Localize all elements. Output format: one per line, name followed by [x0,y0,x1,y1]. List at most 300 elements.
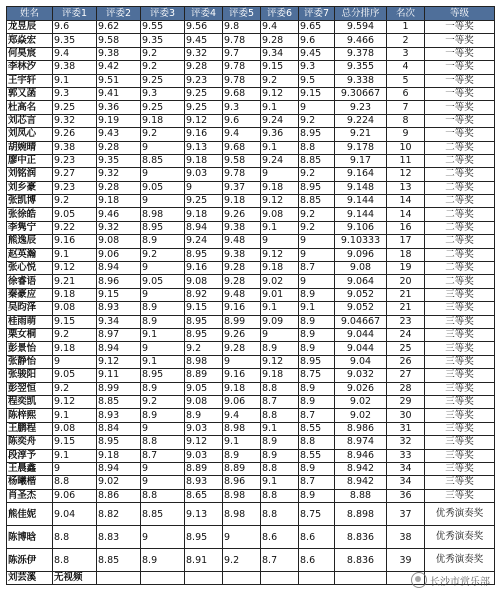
judge-score-cell: 8.85 [299,154,335,167]
judge-score-cell: 9.18 [97,195,141,208]
judge-score-cell: 9.08 [185,395,223,408]
judge-score-cell: 9.15 [53,436,97,449]
rank-cell: 27 [387,369,425,382]
judge-score-cell: 9.2 [53,195,97,208]
rank-cell: 10 [387,141,425,154]
judge-score-cell: 9.3 [141,87,185,100]
judge-score-cell: 9.13 [185,141,223,154]
award-cell: 二等奖 [425,168,495,181]
judge-score-cell: 8.9 [299,288,335,301]
judge-score-cell: 9.25 [141,74,185,87]
judge-score-cell: 9.05 [53,208,97,221]
judge-score-cell: 9.16 [223,302,261,315]
judge-score-cell: 9.4 [223,409,261,422]
award-cell: 优秀演奏奖 [425,503,495,526]
judge-score-cell: 9.3 [299,61,335,74]
judge-score-cell: 9.6 [53,21,97,34]
table-row [7,195,495,208]
name-cell: 刘凤心 [7,128,53,141]
judge-score-cell: 9.48 [223,288,261,301]
judge-score-cell: 9.38 [53,61,97,74]
total-score-cell: 9.355 [335,61,387,74]
table-row [7,503,495,526]
judge-score-cell: 9.2 [185,342,223,355]
total-score-cell: 9.148 [335,181,387,194]
award-cell: 三等奖 [425,462,495,475]
judge-score-cell: 9.78 [223,61,261,74]
judge-score-cell: 9 [223,526,261,549]
judge-score-cell: 8.99 [223,315,261,328]
rank-cell: 12 [387,168,425,181]
judge-score-cell: 8.9 [141,549,185,572]
award-cell: 三等奖 [425,315,495,328]
rank-cell: 37 [387,503,425,526]
judge-score-cell: 9.18 [185,208,223,221]
judge-score-cell: 8.65 [185,489,223,502]
judge-score-cell: 9.45 [185,34,223,47]
rank-cell: 14 [387,195,425,208]
judge-score-cell: 9.68 [223,141,261,154]
table-row [7,21,495,34]
rank-cell: 16 [387,221,425,234]
award-cell: 一等奖 [425,101,495,114]
column-header: 评委4 [185,7,223,21]
judge-score-cell: 8.94 [97,462,141,475]
judge-score-cell: 9.25 [185,101,223,114]
judge-score-cell: 8.94 [97,262,141,275]
judge-score-cell: 9 [261,328,299,341]
judge-score-cell: 9.38 [223,221,261,234]
note-cell: 无视频 [53,572,97,585]
judge-score-cell: 9.26 [223,208,261,221]
judge-score-cell: 8.9 [299,382,335,395]
judge-score-cell: 8.95 [299,181,335,194]
judge-score-cell: 9.28 [223,342,261,355]
table-row [7,355,495,368]
name-cell: 刘乡豪 [7,181,53,194]
judge-score-cell: 8.95 [185,328,223,341]
column-header: 评委7 [299,7,335,21]
judge-score-cell: 9.28 [223,262,261,275]
judge-score-cell: 8.8 [141,489,185,502]
total-score-cell: 9.02 [335,409,387,422]
judge-score-cell: 8.9 [299,395,335,408]
rank-cell: 39 [387,549,425,572]
judge-score-cell: 8.89 [185,369,223,382]
table-row [7,462,495,475]
rank-cell: 38 [387,526,425,549]
judge-score-cell: 9.58 [97,34,141,47]
judge-score-cell: 9.1 [53,409,97,422]
judge-score-cell: 8.9 [141,302,185,315]
name-cell: 栗女桐 [7,328,53,341]
judge-score-cell: 9 [223,355,261,368]
judge-score-cell: 9.36 [261,128,299,141]
judge-score-cell: 9.15 [53,315,97,328]
judge-score-cell: 8.6 [299,549,335,572]
award-cell: 三等奖 [425,342,495,355]
judge-score-cell: 9.23 [185,74,223,87]
name-cell: 刘芸溪 [7,572,53,585]
award-cell: 一等奖 [425,87,495,100]
judge-score-cell: 9.58 [223,154,261,167]
total-score-cell: 9.594 [335,21,387,34]
judge-score-cell: 9.2 [261,74,299,87]
total-score-cell: 8.942 [335,462,387,475]
judge-score-cell: 8.95 [141,221,185,234]
judge-score-cell: 9 [261,235,299,248]
name-cell: 桂雨萌 [7,315,53,328]
judge-score-cell: 8.92 [185,288,223,301]
judge-score-cell: 8.94 [97,342,141,355]
judge-score-cell: 9.2 [53,328,97,341]
judge-score-cell: 8.9 [261,449,299,462]
judge-score-cell: 8.9 [299,328,335,341]
judge-score-cell: 9.16 [185,262,223,275]
judge-score-cell: 9 [141,141,185,154]
judge-score-cell: 8.9 [185,409,223,422]
award-cell: 三等奖 [425,409,495,422]
judge-score-cell: 9.2 [53,382,97,395]
judge-score-cell: 9.18 [53,288,97,301]
table-row [7,422,495,435]
judge-score-cell: 8.95 [185,315,223,328]
table-row [7,449,495,462]
judge-score-cell: 9.08 [185,275,223,288]
judge-score-cell: 9 [141,422,185,435]
judge-score-cell: 9.15 [97,288,141,301]
judge-score-cell: 8.89 [223,462,261,475]
table-row [7,47,495,60]
name-cell: 徐睿语 [7,275,53,288]
rank-cell: 34 [387,476,425,489]
table-row [7,549,495,572]
judge-score-cell: 9.24 [185,235,223,248]
name-cell: 秦豪应 [7,288,53,301]
award-cell: 优秀演奏奖 [425,549,495,572]
judge-score-cell: 9.05 [53,369,97,382]
judge-score-cell: 9.16 [53,235,97,248]
judge-score-cell: 9.26 [53,128,97,141]
judge-score-cell: 8.8 [141,436,185,449]
award-cell: 三等奖 [425,395,495,408]
judge-score-cell: 8.8 [53,549,97,572]
judge-score-cell: 9.01 [261,288,299,301]
score-sheet [6,6,494,585]
total-score-cell: 9.378 [335,47,387,60]
judge-score-cell: 9.2 [223,549,261,572]
judge-score-cell: 9.27 [53,168,97,181]
total-score-cell: 9.106 [335,221,387,234]
rank-cell: 19 [387,262,425,275]
award-cell: 二等奖 [425,221,495,234]
award-cell: 三等奖 [425,302,495,315]
judge-score-cell: 9.18 [185,154,223,167]
judge-score-cell: 9.4 [261,21,299,34]
total-score-cell: 9.17 [335,154,387,167]
award-cell: 二等奖 [425,248,495,261]
judge-score-cell: 9 [141,476,185,489]
total-score-cell: 9.052 [335,302,387,315]
judge-score-cell: 8.9 [141,235,185,248]
award-cell: 三等奖 [425,328,495,341]
judge-score-cell: 8.96 [97,275,141,288]
rank-cell: 23 [387,315,425,328]
judge-score-cell: 8.8 [299,436,335,449]
column-header: 姓名 [7,7,53,21]
rank-cell: 9 [387,128,425,141]
name-cell: 熊逸辰 [7,235,53,248]
judge-score-cell: 9.51 [97,74,141,87]
judge-score-cell: 9.08 [261,208,299,221]
name-cell: 彭景怡 [7,342,53,355]
judge-score-cell: 9.12 [97,355,141,368]
judge-score-cell: 9.2 [141,128,185,141]
judge-score-cell: 9.2 [299,221,335,234]
header-row [7,7,495,21]
judge-score-cell: 9.46 [97,208,141,221]
judge-score-cell: 9.68 [223,87,261,100]
name-cell: 龙昱辰 [7,21,53,34]
judge-score-cell: 9.36 [97,101,141,114]
judge-score-cell: 8.7 [141,449,185,462]
column-header: 评委5 [223,7,261,21]
rank-cell: 32 [387,436,425,449]
rank-cell: 25 [387,342,425,355]
judge-score-cell: 9 [141,288,185,301]
judge-score-cell: 9.18 [261,262,299,275]
judge-score-cell: 8.98 [141,208,185,221]
table-row [7,248,495,261]
judge-score-cell: 9.02 [97,476,141,489]
judge-score-cell: 8.95 [185,248,223,261]
judge-score-cell: 9.4 [223,128,261,141]
rank-cell: 28 [387,382,425,395]
award-cell: 一等奖 [425,74,495,87]
total-score-cell: 9.08 [335,262,387,275]
award-cell: 三等奖 [425,422,495,435]
judge-score-cell: 9.1 [261,221,299,234]
table-row [7,489,495,502]
judge-score-cell: 9.08 [53,302,97,315]
rank-cell: 2 [387,34,425,47]
total-score-cell: 9.178 [335,141,387,154]
judge-score-cell: 9.13 [185,503,223,526]
award-cell: 三等奖 [425,355,495,368]
name-cell: 张心悦 [7,262,53,275]
judge-score-cell: 9.41 [97,87,141,100]
name-cell: 廖中正 [7,154,53,167]
total-score-cell: 8.946 [335,449,387,462]
judge-score-cell: 8.93 [97,409,141,422]
table-row [7,235,495,248]
award-cell: 二等奖 [425,208,495,221]
judge-score-cell: 9.1 [141,328,185,341]
rank-cell: 21 [387,302,425,315]
judge-score-cell: 9.21 [53,275,97,288]
judge-score-cell: 8.8 [299,141,335,154]
column-header: 等级 [425,7,495,21]
table-row [7,315,495,328]
judge-score-cell: 9.3 [53,87,97,100]
judge-score-cell: 9.2 [141,61,185,74]
judge-score-cell: 9.09 [261,315,299,328]
total-score-cell: 9.052 [335,288,387,301]
rank-cell: 21 [387,288,425,301]
rank-cell: 11 [387,154,425,167]
judge-score-cell: 9.38 [223,248,261,261]
award-cell: 三等奖 [425,489,495,502]
total-score-cell: 8.836 [335,549,387,572]
judge-score-cell: 9 [261,168,299,181]
judge-score-cell: 9.11 [97,369,141,382]
award-cell: 三等奖 [425,369,495,382]
judge-score-cell: 8.6 [261,526,299,549]
table-row [7,168,495,181]
judge-score-cell: 9.4 [53,47,97,60]
award-cell: 二等奖 [425,181,495,194]
judge-score-cell: 8.85 [97,395,141,408]
judge-score-cell: 9 [141,462,185,475]
total-score-cell: 8.836 [335,526,387,549]
name-cell: 吴昀泽 [7,302,53,315]
table-row [7,409,495,422]
judge-score-cell: 8.8 [261,489,299,502]
judge-score-cell: 9.12 [261,87,299,100]
judge-score-cell: 9.26 [223,328,261,341]
table-row [7,61,495,74]
award-cell: 二等奖 [425,154,495,167]
column-header: 评委3 [141,7,185,21]
judge-score-cell: 8.97 [97,328,141,341]
table-row [7,328,495,341]
rank-cell: 7 [387,101,425,114]
total-score-cell: 9.04667 [335,315,387,328]
empty-cell [141,572,185,585]
judge-score-cell: 9 [53,355,97,368]
judge-score-cell: 9.2 [299,114,335,127]
judge-score-cell: 8.7 [299,409,335,422]
name-cell: 赵英瀚 [7,248,53,261]
name-cell: 段淳予 [7,449,53,462]
name-cell: 王宇轩 [7,74,53,87]
judge-score-cell: 9.1 [261,476,299,489]
judge-score-cell: 8.9 [299,315,335,328]
judge-score-cell: 9.1 [299,302,335,315]
judge-score-cell: 9.56 [185,21,223,34]
judge-score-cell: 9.08 [97,235,141,248]
empty-cell [185,572,223,585]
name-cell: 程奕凯 [7,395,53,408]
judge-score-cell: 9.05 [141,181,185,194]
column-header: 名次 [387,7,425,21]
judge-score-cell: 9.22 [53,221,97,234]
judge-score-cell: 9.12 [261,248,299,261]
judge-score-cell: 9.6 [223,114,261,127]
table-row [7,101,495,114]
judge-score-cell: 9.23 [53,154,97,167]
column-header: 评委1 [53,7,97,21]
judge-score-cell: 8.85 [141,154,185,167]
judge-score-cell: 9.38 [97,47,141,60]
judge-score-cell: 9.7 [223,47,261,60]
judge-score-cell: 9.28 [185,61,223,74]
judge-score-cell: 9.42 [97,61,141,74]
award-cell: 三等奖 [425,382,495,395]
judge-score-cell: 8.95 [141,369,185,382]
judge-score-cell: 9.48 [223,235,261,248]
name-cell: 王晨鑫 [7,462,53,475]
judge-score-cell: 9.03 [185,449,223,462]
judge-score-cell: 8.8 [53,526,97,549]
award-cell: 一等奖 [425,34,495,47]
judge-score-cell: 8.8 [261,462,299,475]
judge-score-cell: 9.28 [97,141,141,154]
judge-score-cell: 8.96 [223,476,261,489]
judge-score-cell: 8.75 [299,503,335,526]
judge-score-cell: 8.84 [97,422,141,435]
wechat-logo-icon [411,572,427,588]
judge-score-cell: 8.86 [97,489,141,502]
judge-score-cell: 8.8 [261,382,299,395]
name-cell: 郭又菡 [7,87,53,100]
award-cell: 二等奖 [425,235,495,248]
name-cell: 肖圣杰 [7,489,53,502]
judge-score-cell: 9.16 [185,128,223,141]
judge-score-cell: 8.99 [97,382,141,395]
rank-cell: 1 [387,21,425,34]
judge-score-cell: 9.12 [185,114,223,127]
judge-score-cell: 9.18 [97,449,141,462]
judge-score-cell: 8.95 [97,436,141,449]
name-cell: 陈梓熙 [7,409,53,422]
judge-score-cell: 9.02 [261,275,299,288]
judge-score-cell: 9.35 [97,154,141,167]
score-table [6,6,495,585]
judge-score-cell: 9.23 [53,181,97,194]
judge-score-cell: 8.98 [223,489,261,502]
judge-score-cell: 8.9 [299,489,335,502]
rank-cell: 3 [387,47,425,60]
name-cell: 陈博晗 [7,526,53,549]
judge-score-cell: 8.82 [97,503,141,526]
judge-score-cell: 8.95 [299,355,335,368]
judge-score-cell: 8.98 [223,503,261,526]
name-cell: 张静怡 [7,355,53,368]
judge-score-cell: 9.1 [53,248,97,261]
total-score-cell: 8.974 [335,436,387,449]
total-score-cell: 8.898 [335,503,387,526]
column-header: 总分排序 [335,7,387,21]
rank-cell: 6 [387,87,425,100]
judge-score-cell: 9.25 [141,101,185,114]
table-row [7,369,495,382]
judge-score-cell: 9.34 [261,47,299,60]
judge-score-cell: 9.2 [299,168,335,181]
table-row [7,154,495,167]
judge-score-cell: 8.9 [261,342,299,355]
total-score-cell: 9.026 [335,382,387,395]
judge-score-cell: 8.94 [185,221,223,234]
table-row [7,526,495,549]
judge-score-cell: 9.25 [53,101,97,114]
judge-score-cell: 9.32 [185,47,223,60]
award-cell: 三等奖 [425,449,495,462]
name-cell: 杨曦楷 [7,476,53,489]
judge-score-cell: 9 [53,462,97,475]
judge-score-cell: 8.9 [299,342,335,355]
judge-score-cell: 8.9 [261,436,299,449]
